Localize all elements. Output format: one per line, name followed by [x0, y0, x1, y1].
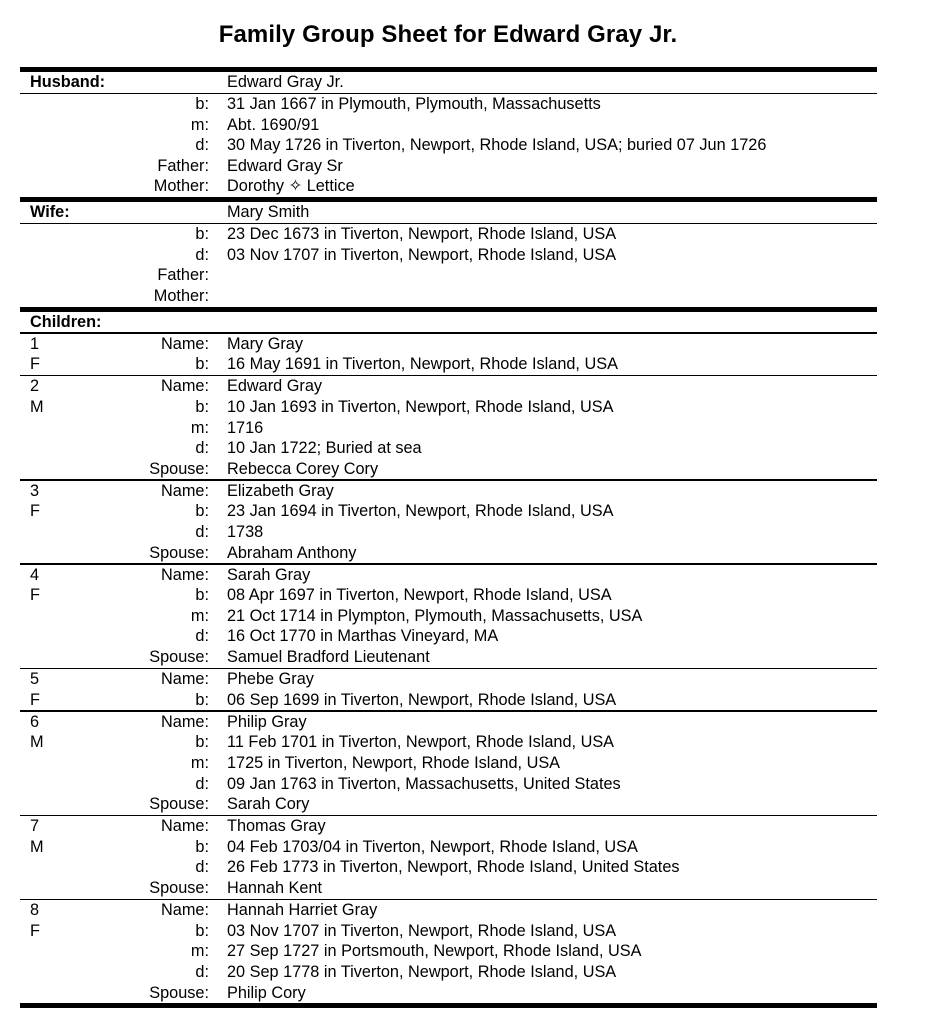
child-sex: F — [30, 355, 40, 374]
child-field-label: b: — [195, 355, 209, 374]
fact-row — [20, 245, 877, 266]
child-field-label: Name: — [161, 377, 209, 396]
child-row — [20, 334, 877, 355]
child-field-label: Spouse: — [149, 459, 209, 478]
child-row — [20, 816, 877, 837]
child-number: 2 — [30, 377, 40, 396]
wife-heading: Wife: — [30, 203, 70, 222]
child-row — [20, 921, 877, 942]
child-field-label: d: — [195, 858, 209, 877]
child-row — [20, 669, 877, 690]
fact-label: Mother: — [153, 177, 209, 196]
child-field-value: 16 Oct 1770 in Marthas Vineyard, MA — [227, 627, 499, 646]
child-sex: F — [30, 502, 40, 521]
child-field-label: b: — [195, 837, 209, 856]
husband-heading: Husband: — [30, 73, 106, 91]
wife-name: Mary Smith — [227, 203, 310, 222]
child-row — [20, 837, 877, 858]
child-sex: M — [30, 733, 44, 752]
husband-name: Edward Gray Jr. — [227, 73, 344, 91]
fact-value: 23 Dec 1673 in Tiverton, Newport, Rhode Island, USA — [227, 225, 617, 244]
child-field-label: d: — [195, 522, 209, 541]
child-number: 3 — [30, 481, 40, 500]
child-row — [20, 941, 877, 962]
child-row — [20, 418, 877, 439]
child-row — [20, 647, 877, 668]
wife-facts — [20, 224, 877, 306]
fact-row — [20, 286, 877, 307]
child-field-label: Spouse: — [149, 879, 209, 898]
child-field-value: 1725 in Tiverton, Newport, Rhode Island, USA — [227, 754, 561, 772]
fact-value: Edward Gray Sr — [227, 156, 343, 175]
child-row — [20, 626, 877, 647]
child-entry — [20, 565, 877, 668]
fact-label: Mother: — [153, 286, 209, 305]
child-field-value: Phebe Gray — [227, 670, 314, 689]
child-field-value: 04 Feb 1703/04 in Tiverton, Newport, Rhode Island, USA — [227, 837, 638, 856]
child-number: 4 — [30, 565, 40, 584]
child-entry — [20, 376, 877, 479]
child-entry — [20, 481, 877, 563]
child-field-value: 20 Sep 1778 in Tiverton, Newport, Rhode Island, USA — [227, 962, 617, 981]
child-field-value: Elizabeth Gray — [227, 481, 334, 500]
fact-value: 31 Jan 1667 in Plymouth, Plymouth, Massachusetts — [227, 95, 601, 114]
child-field-value: 27 Sep 1727 in Portsmouth, Newport, Rhode Island, USA — [227, 942, 642, 961]
child-row — [20, 690, 877, 711]
fact-row — [20, 176, 877, 197]
fact-row — [20, 135, 877, 156]
child-field-label: Name: — [161, 481, 209, 500]
child-row — [20, 565, 877, 586]
child-field-value: 21 Oct 1714 in Plympton, Plymouth, Massachusetts, USA — [227, 606, 643, 625]
children-heading: Children: — [30, 312, 102, 331]
child-field-value: 08 Apr 1697 in Tiverton, Newport, Rhode Island, USA — [227, 586, 612, 605]
child-field-label: Name: — [161, 334, 209, 353]
fact-label: d: — [195, 136, 209, 155]
child-row — [20, 522, 877, 543]
child-field-value: 23 Jan 1694 in Tiverton, Newport, Rhode Island, USA — [227, 502, 614, 521]
child-number: 7 — [30, 817, 40, 836]
child-field-label: m: — [190, 418, 209, 437]
child-row — [20, 962, 877, 983]
child-field-label: d: — [195, 774, 209, 793]
child-field-value: Philip Cory — [227, 983, 306, 1002]
wife-header — [20, 202, 877, 223]
child-field-label: b: — [195, 921, 209, 940]
fact-value: Dorothy ✧ Lettice — [227, 177, 355, 196]
child-entry — [20, 900, 877, 1003]
child-field-label: Name: — [161, 901, 209, 920]
child-field-value: Samuel Bradford Lieutenant — [227, 648, 430, 667]
children-list — [20, 332, 877, 1003]
child-row — [20, 438, 877, 459]
fact-label: d: — [195, 245, 209, 264]
child-field-label: Spouse: — [149, 983, 209, 1002]
child-sex: M — [30, 837, 44, 856]
child-row — [20, 794, 877, 815]
fact-label: b: — [195, 225, 209, 244]
child-number: 8 — [30, 901, 40, 920]
child-row — [20, 354, 877, 375]
child-field-value: 1716 — [227, 418, 264, 437]
child-field-value: 11 Feb 1701 in Tiverton, Newport, Rhode Island, USA — [227, 733, 615, 752]
child-field-label: Name: — [161, 670, 209, 689]
child-row — [20, 397, 877, 418]
child-field-label: b: — [195, 733, 209, 752]
child-row — [20, 878, 877, 899]
fact-row — [20, 224, 877, 245]
child-field-label: d: — [195, 439, 209, 458]
child-field-value: 09 Jan 1763 in Tiverton, Massachusetts, United States — [227, 774, 621, 793]
child-field-label: b: — [195, 502, 209, 521]
child-field-label: Name: — [161, 817, 209, 836]
child-row — [20, 857, 877, 878]
child-sex: F — [30, 921, 40, 940]
child-row — [20, 543, 877, 564]
child-field-label: b: — [195, 586, 209, 605]
child-row — [20, 481, 877, 502]
child-sex: F — [30, 690, 40, 709]
child-sex: M — [30, 397, 44, 416]
child-row — [20, 900, 877, 921]
child-field-value: Thomas Gray — [227, 817, 326, 836]
family-group-sheet — [20, 67, 877, 1008]
child-field-label: Name: — [161, 712, 209, 731]
child-field-value: Sarah Cory — [227, 795, 310, 814]
child-row — [20, 585, 877, 606]
child-number: 6 — [30, 712, 40, 731]
child-field-label: d: — [195, 962, 209, 981]
child-entry — [20, 816, 877, 898]
fact-value: Abt. 1690/91 — [227, 115, 320, 134]
child-field-label: m: — [190, 606, 209, 625]
child-field-value: 03 Nov 1707 in Tiverton, Newport, Rhode Island, USA — [227, 921, 617, 940]
child-field-label: Spouse: — [149, 648, 209, 667]
child-row — [20, 983, 877, 1004]
child-row — [20, 606, 877, 627]
divider — [20, 1003, 877, 1008]
child-sex: F — [30, 586, 40, 605]
child-number: 1 — [30, 334, 40, 353]
child-row — [20, 459, 877, 480]
child-field-value: Sarah Gray — [227, 565, 311, 584]
child-row — [20, 732, 877, 753]
fact-row — [20, 94, 877, 115]
child-field-label: b: — [195, 690, 209, 709]
child-field-label: Spouse: — [149, 795, 209, 814]
child-row — [20, 774, 877, 795]
child-field-label: m: — [190, 754, 209, 772]
child-field-value: 16 May 1691 in Tiverton, Newport, Rhode Island, USA — [227, 355, 618, 374]
child-field-value: 10 Jan 1693 in Tiverton, Newport, Rhode Island, USA — [227, 397, 614, 416]
child-entry — [20, 669, 877, 710]
child-field-label: Name: — [161, 565, 209, 584]
child-field-label: d: — [195, 627, 209, 646]
child-field-value: Philip Gray — [227, 712, 307, 731]
child-field-label: Spouse: — [149, 543, 209, 562]
fact-row — [20, 156, 877, 177]
child-field-value: Hannah Harriet Gray — [227, 901, 378, 920]
child-field-value: 1738 — [227, 522, 264, 541]
child-entry — [20, 712, 877, 815]
child-field-value: Hannah Kent — [227, 879, 323, 898]
child-field-value: Edward Gray — [227, 377, 323, 396]
child-row — [20, 501, 877, 522]
husband-header — [20, 72, 877, 93]
child-row — [20, 712, 877, 733]
child-row — [20, 376, 877, 397]
fact-label: Father: — [157, 266, 209, 285]
children-header — [20, 312, 877, 333]
child-number: 5 — [30, 670, 40, 689]
fact-label: Father: — [157, 156, 209, 175]
child-field-label: m: — [190, 942, 209, 961]
fact-value: 30 May 1726 in Tiverton, Newport, Rhode Island, USA; buried 07 Jun 1726 — [227, 136, 767, 155]
fact-row — [20, 115, 877, 136]
child-row — [20, 753, 877, 774]
fact-label: m: — [190, 115, 209, 134]
fact-label: b: — [195, 95, 209, 114]
fact-row — [20, 265, 877, 286]
child-field-value: Rebecca Corey Cory — [227, 459, 379, 478]
husband-facts — [20, 94, 877, 197]
child-field-value: 26 Feb 1773 in Tiverton, Newport, Rhode Island, United States — [227, 858, 680, 877]
child-field-value: Mary Gray — [227, 334, 303, 353]
page-title: Family Group Sheet for Edward Gray Jr. — [218, 21, 678, 48]
child-field-value: 06 Sep 1699 in Tiverton, Newport, Rhode Island, USA — [227, 690, 617, 709]
child-field-value: Abraham Anthony — [227, 543, 357, 562]
child-entry — [20, 334, 877, 375]
child-field-value: 10 Jan 1722; Buried at sea — [227, 439, 422, 458]
fact-value: 03 Nov 1707 in Tiverton, Newport, Rhode Island, USA — [227, 245, 617, 264]
child-field-label: b: — [195, 397, 209, 416]
